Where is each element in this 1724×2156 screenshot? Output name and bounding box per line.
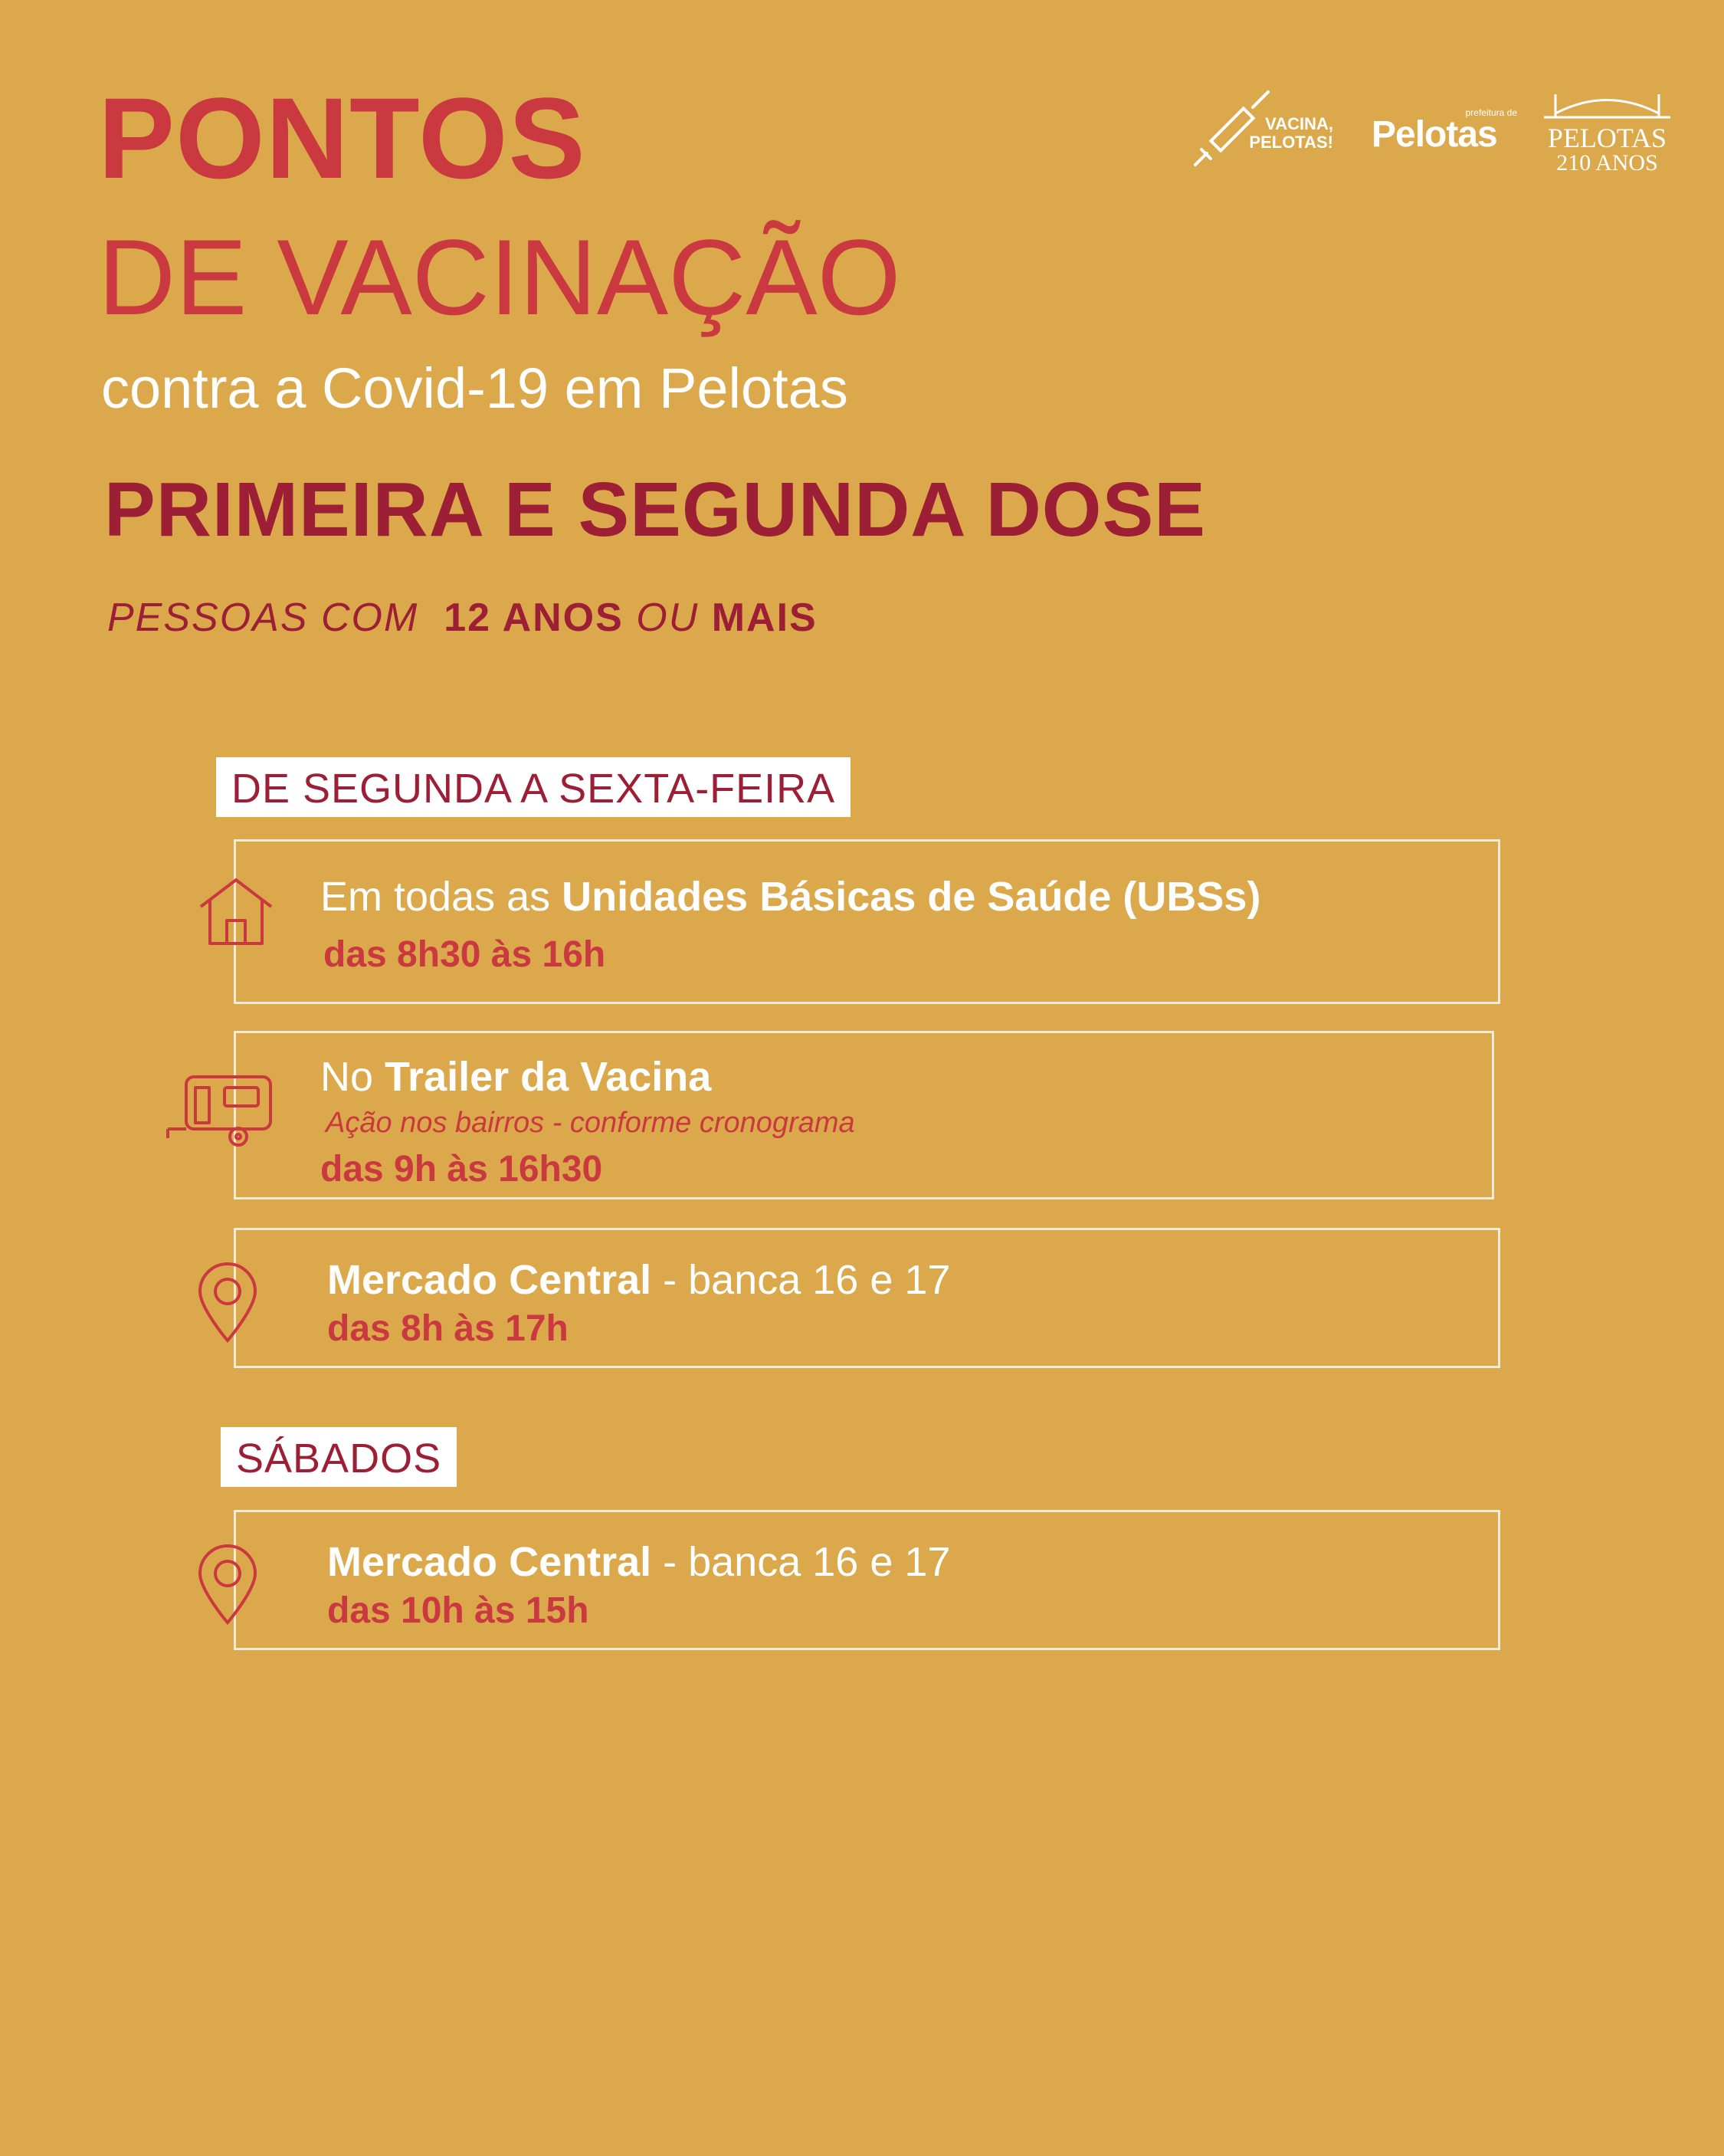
ubs-place: Unidades Básicas de Saúde (UBSs) [562, 874, 1261, 920]
anniv-line2: 210 ANOS [1556, 150, 1658, 176]
ubs-prefix: Em todas as [320, 874, 562, 920]
trailer-place: Trailer da Vacina [385, 1054, 712, 1100]
age-line [107, 598, 818, 638]
age-connector: OU [636, 596, 700, 640]
age-prefix: PESSOAS COM [107, 596, 419, 640]
mercado-saturday-place: Mercado Central [327, 1539, 652, 1585]
mercado-weekday-suffix: - banca 16 e 17 [651, 1257, 951, 1303]
subtitle: contra a Covid-19 em Pelotas [101, 356, 848, 420]
mercado-saturday-suffix: - banca 16 e 17 [651, 1539, 951, 1585]
vacina-line2: PELOTAS! [1249, 133, 1333, 153]
mercado-weekday-place: Mercado Central [327, 1257, 652, 1303]
mercado-saturday-hours: das 10h às 15h [327, 1590, 589, 1631]
location-pin-icon [195, 1261, 260, 1344]
logo-prefeitura-pelotas [1372, 107, 1517, 161]
ubs-hours: das 8h30 às 16h [323, 934, 606, 975]
ubs-line [320, 874, 1261, 920]
bridge-icon [1540, 83, 1674, 121]
mercado-saturday-line [327, 1541, 950, 1583]
location-pin-icon [195, 1543, 260, 1626]
title-de-vacinacao: DE VACINAÇÃO [98, 217, 901, 337]
prefeitura-small-text: prefeitura de [1465, 107, 1517, 118]
mercado-weekday-hours: das 8h às 17h [327, 1308, 569, 1349]
dose-heading: PRIMEIRA E SEGUNDA DOSE [104, 467, 1206, 553]
saturday-label: SÁBADOS [221, 1427, 457, 1487]
title-pontos: PONTOS [98, 74, 586, 202]
house-icon [198, 876, 274, 949]
pelotas-wordmark: Pelotas [1372, 114, 1497, 155]
age-number: 12 ANOS [444, 596, 624, 640]
trailer-prefix: No [320, 1054, 385, 1100]
ubs-card [234, 839, 1500, 1004]
trailer-hours: das 9h às 16h30 [320, 1149, 603, 1190]
weekdays-label: DE SEGUNDA A SEXTA-FEIRA [216, 757, 851, 817]
trailer-note: Ação nos bairros - conforme cronograma [326, 1107, 855, 1139]
trailer-line [320, 1056, 711, 1098]
logo-pelotas-210-anos [1540, 83, 1674, 175]
trailer-icon [165, 1069, 276, 1150]
logo-vacina-pelotas [1188, 84, 1333, 176]
mercado-weekday-line [327, 1259, 950, 1301]
anniv-line1: PELOTAS [1547, 123, 1667, 153]
vacina-line1: VACINA, [1265, 114, 1333, 133]
age-suffix: MAIS [711, 596, 818, 640]
